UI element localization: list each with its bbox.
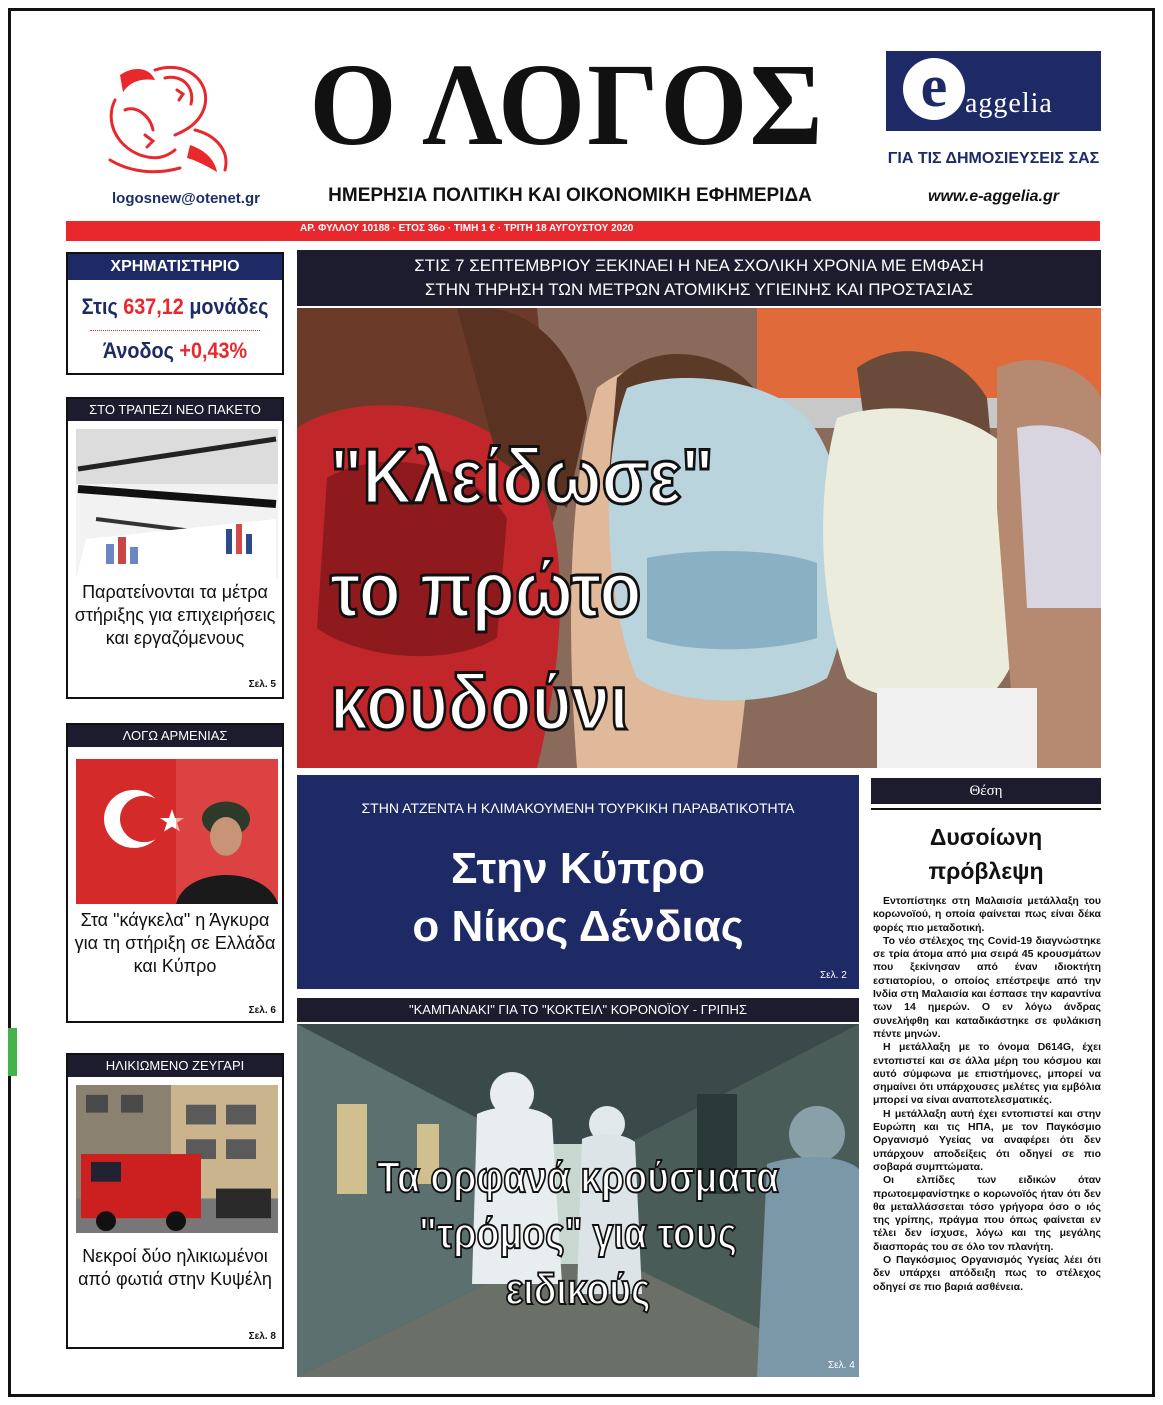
eaggelia-url[interactable]: www.e-aggelia.gr [928,188,1059,205]
covid-story-page: Σελ. 4 [828,1360,855,1371]
sidebar-story-text: Νεκροί δύο ηλικιωμένοι από φωτιά στην Κυψέλη [78,1246,272,1289]
eaggelia-e-icon: e [903,58,965,120]
stock-index-prefix: Στις [81,294,124,319]
cyprus-story-headline [297,840,859,956]
cyprus-headline-line1: Στην Κύπρο [450,844,706,893]
stock-change-prefix: Άνοδος [102,338,180,363]
opinion-title-line2: πρόβλεψη [928,858,1044,884]
opinion-divider [871,808,1101,810]
covid-story-headline [342,1150,815,1318]
main-story-headline [330,420,788,759]
opinion-paragraph: Ο Παγκόσμιος Οργανισμός Υγείας λέει ότι δεν υπάρχει απόδειξη πως το στέλεχος οδηγεί σε πιο βαριά ασθένεια. [873,1254,1101,1293]
stock-divider [90,330,260,331]
opinion-paragraph: Το νέο στέλεχος της Covid-19 διαγνώστηκε σε τρία άτομα από μια σειρά 45 κρουσμάτων που ξεκίνησαν από έναν ιδιοκτήτη εστιατορίου, ο οποίος επέστρεψε από την Ινδία στη Μαλαισία και έσπασε την καραντίνα των 14 ημερών. Ο εν λόγω άνδρας συνελήφθη και καταδικάστηκε σε φυλάκιση πέντε μηνών. [873,934,1101,1040]
turkish-flag-soldier-image [76,759,278,904]
stock-header: ΧΡΗΜΑΤΙΣΤΗΡΙΟ [68,254,282,280]
fire-truck-image [76,1085,278,1233]
stock-index-suffix: μονάδες [183,294,269,319]
main-story-kicker [297,250,1101,306]
opinion-title-line1: Δυσοίωνη [929,824,1043,850]
cyprus-story-page: Σελ. 2 [820,970,847,981]
stock-change-line [79,338,272,364]
cyprus-story-kicker: ΣΤΗΝ ΑΤΖΕΝΤΑ Η ΚΛΙΜΑΚΟΥΜΕΝΗ ΤΟΥΡΚΙΚΗ ΠΑΡΑΒΑΤΙΚΟΤΗΤΑ [361,800,795,816]
main-story-kicker-line1: ΣΤΙΣ 7 ΣΕΠΤΕΜΒΡΙΟΥ ΞΕΚΙΝΑΕΙ Η ΝΕΑ ΣΧΟΛΙΚΗ ΧΡΟΝΙΑ ΜΕ ΕΜΦΑΣΗ [414,256,984,275]
eaggelia-wordmark: aggelia [965,88,1053,119]
newspaper-title: Ο ΛΟΓΟΣ [309,39,825,170]
opinion-paragraph: Οι ελπίδες των ειδικών όταν πρωτοεμφανίστηκε ο κορωνοϊός ήταν ότι δεν θα μεταλλάσσεται τόσο γρήγορα όσο ο ιός της γρίπης, πράγμα που όπως φαίνεται εν τέλει δεν ίσχυσε, λόγω και της μεγάλης διασποράς του σε όλο τον πλανήτη. [873,1174,1101,1253]
contact-email[interactable]: logosnew@otenet.gr [112,190,260,207]
covid-headline-line1: Τα ορφανά κρούσματα [376,1153,780,1202]
stock-index-line [79,294,272,320]
opinion-paragraph: Εντοπίστηκε στη Μαλαισία μετάλλαξη του κορωνοϊού, η οποία φαίνεται πως είναι δέκα φορές πιο μεταδοτική. [873,895,1101,934]
eaggelia-tagline: ΓΙΑ ΤΙΣ ΔΗΜΟΣΙΕΥΣΕΙΣ ΣΑΣ [887,150,1100,167]
sidebar-story-header: ΛΟΓΩ ΑΡΜΕΝΙΑΣ [68,725,282,747]
pens-documents-image [76,429,278,579]
main-headline-line2: το πρώτο [330,545,642,634]
opinion-paragraph: Η μετάλλαξη αυτή έχει εντοπιστεί και στην Ευρώπη και τις ΗΠΑ, με τον Παγκόσμιο Οργανισμό Υγείας να αναφέρει ότι δεν υπάρχουν αποδείξεις ότι οδηγεί σε πιο σοβαρά συμπτώματα. [873,1107,1101,1173]
sidebar-story-text: Παρατείνονται τα μέτρα στήριξης για επιχειρήσεις και εργαζόμενους [74,582,276,648]
newspaper-subtitle: ΗΜΕΡΗΣΙΑ ΠΟΛΙΤΙΚΗ ΚΑΙ ΟΙΚΟΝΟΜΙΚΗ ΕΦΗΜΕΡΙΔΑ [328,185,812,206]
issue-line: ΑΡ. ΦΥΛΛΟΥ 10188 · ΕΤΟΣ 36ο · ΤΙΜΗ 1 € · ΤΡΙΤΗ 18 ΑΥΓΟΥΣΤΟΥ 2020 [300,223,634,234]
main-headline-line3: κουδούνι [330,658,629,747]
stock-index-value: 637,12 [123,294,184,319]
covid-headline-line2: "τρόμος" για τους ειδικούς [418,1209,737,1314]
sidebar-story-header: ΗΛΙΚΙΩΜΕΝΟ ΖΕΥΓΑΡΙ [68,1055,282,1077]
sidebar-story-armenia[interactable] [66,723,284,1023]
logo-faces-icon [95,60,245,180]
opinion-title [871,820,1101,888]
sidebar-story-header: ΣΤΟ ΤΡΑΠΕΖΙ ΝΕΟ ΠΑΚΕΤΟ [68,399,282,421]
sidebar-story-measures[interactable] [66,397,284,699]
main-story-kicker-line2: ΣΤΗΝ ΤΗΡΗΣΗ ΤΩΝ ΜΕΤΡΩΝ ΑΤΟΜΙΚΗΣ ΥΓΙΕΙΝΗΣ ΚΑΙ ΠΡΟΣΤΑΣΙΑΣ [424,280,974,299]
covid-story-kicker: "ΚΑΜΠΑΝΑΚΙ" ΓΙΑ ΤΟ "ΚΟΚΤΕΙΛ" ΚΟΡΟΝΟΪΟΥ - ΓΡΙΠΗΣ [297,998,859,1022]
opinion-tag: Θέση [871,778,1101,804]
sidebar-story-text: Στα "κάγκελα" η Άγκυρα για τη στήριξη σε Ελλάδα και Κύπρο [74,910,276,976]
main-headline-line1: "Κλείδωσε" [330,432,714,520]
cyprus-headline-line2: ο Νίκος Δένδιας [412,902,744,951]
sidebar-story-kypseli[interactable] [66,1053,284,1349]
opinion-paragraph: Η μετάλλαξη με το όνομα D614G, έχει εντοπιστεί και σε άλλα μέρη του κόσμου και αυτό σύμφωνα με επιστήμονες, μπορεί να σημαίνει ότι υπάρχουσες μελέτες για εμβόλια μπορεί να είναι αναποτελεσματικές. [873,1041,1101,1107]
sidebar-story-page: Σελ. 6 [248,1005,276,1016]
opinion-body [873,895,1101,1294]
sidebar-story-page: Σελ. 5 [248,679,276,690]
stock-change-value: +0,43% [179,338,248,363]
sidebar-story-page: Σελ. 8 [248,1331,276,1342]
stock-box [66,252,284,375]
page-edge-marker [8,1028,17,1076]
